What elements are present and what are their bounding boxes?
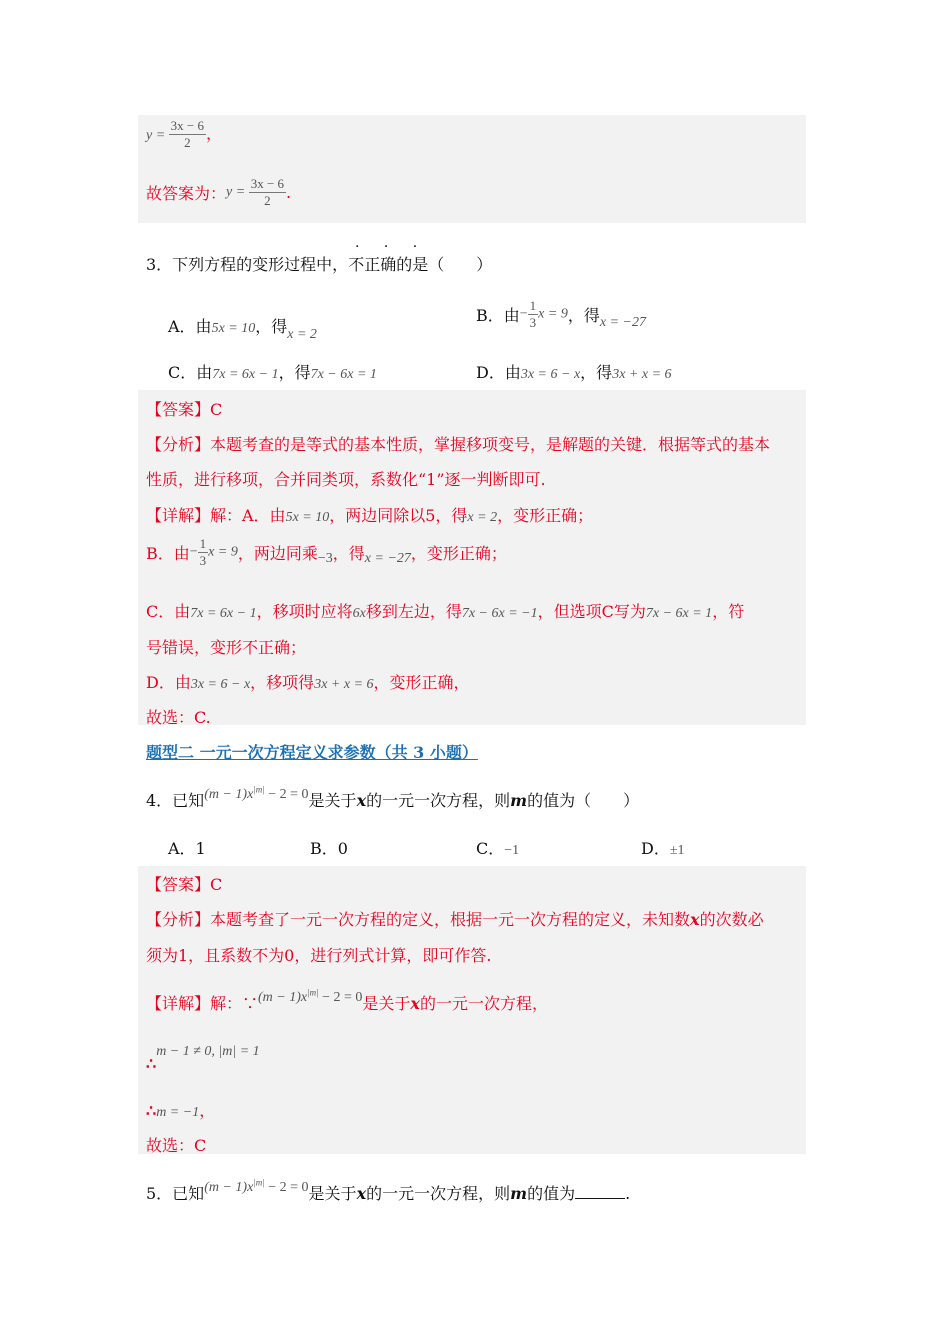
- q3-detail-a: 【详解】解：A．由5x = 10，两边同除以5，得x = 2，变形正确；: [146, 506, 594, 525]
- fraction: $\frac{3x - 6}{2}$: [170, 118, 205, 150]
- solution-line-1: y = $\frac{3x - 6}{2}$ ，: [146, 118, 223, 150]
- emphasis-text: 不正确: [348, 255, 397, 274]
- fraction: $\frac{1}{3}$: [529, 298, 537, 330]
- question-3-stem: 3．下列方程的变形过程中，不正确的是（ ）: [146, 255, 493, 274]
- q3-detail-c: C．由7x = 6x − 1，移项时应将6x移到左边，得7x − 6x = −1，但选项C写为7x − 6x = 1，符: [146, 602, 745, 621]
- q3-answer: 【答案】C: [146, 400, 223, 419]
- q3-conclusion: 故选：C.: [146, 708, 211, 727]
- q3-analysis-line-1: 【分析】本题考查的是等式的基本性质，掌握移项变号，是解题的关键．根据等式的基本: [146, 435, 771, 454]
- equation: $(m - 1)x^{|m|} - 2 = 0$: [204, 784, 309, 802]
- section-heading: 题型二 一元一次方程定义求参数（共 3 小题）: [146, 743, 478, 762]
- q4-therefore-2: ∴m = −1，: [146, 1101, 216, 1120]
- q3-detail-b: B．由− $\frac{1}{3}$ x = 9，两边同乘−3，得x = −27，变形正确；: [146, 536, 507, 568]
- q4-detail: 【详解】解：∵(m − $1)x^{|m|} - 2 = 0$是关于x的一元一次方程，: [146, 987, 548, 1013]
- emphasis-dots: · · ·: [355, 239, 428, 255]
- equation: $(m - 1)x^{|m|} - 2 = 0$: [258, 987, 363, 1005]
- answer-blank[interactable]: [575, 1184, 625, 1199]
- q4-answer: 【答案】C: [146, 875, 223, 894]
- q3-option-c: C．由7x = 6x − 1，得7x − 6x = 1: [168, 363, 377, 382]
- equation: $(m - 1)x^{|m|} - 2 = 0$: [204, 1177, 309, 1195]
- q4-analysis-line-2: 须为1，且系数不为0，进行列式计算，即可作答.: [146, 946, 492, 965]
- q4-therefore-1: ∴m − 1 ≠ 0, |m| = 1: [146, 1044, 260, 1073]
- q4-analysis-line-1: 【分析】本题考查了一元一次方程的定义，根据一元一次方程的定义，未知数x的次数必: [146, 910, 764, 929]
- question-4-stem: 4．已知$(m - 1)x^{|m|} - 2 = 0$是关于x的一元一次方程，则m的值为（ ）: [146, 784, 640, 810]
- q3-detail-c-line-2: 号错误，变形不正确；: [146, 638, 307, 657]
- q3-option-b: B．由− $\frac{1}{3}$ x = 9，得x = −27: [476, 298, 646, 330]
- fraction: $\frac{3x - 6}{2}$: [250, 176, 285, 208]
- q4-option-b: B．0: [310, 839, 348, 858]
- q4-option-c: C．−1: [476, 839, 520, 858]
- q4-option-a: A．1: [168, 839, 206, 858]
- fraction: $\frac{1}{3}$: [199, 536, 207, 568]
- q3-option-a: A．由5x = 10，得x = 2: [168, 317, 317, 342]
- solution-line-2: 故答案为：y = $\frac{3x - 6}{2}$ .: [146, 176, 292, 208]
- q4-conclusion: 故选：C: [146, 1136, 207, 1155]
- question-5-stem: 5．已知$(m - 1)x^{|m|} - 2 = 0$是关于x的一元一次方程，则m的值为 .: [146, 1177, 631, 1203]
- q3-analysis-line-2: 性质，进行移项，合并同类项，系数化“1”逐一判断即可.: [146, 470, 546, 489]
- q3-option-d: D．由3x = 6 − x，得3x + x = 6: [476, 363, 672, 382]
- q4-option-d: D．±1: [641, 839, 685, 858]
- q3-detail-d: D．由3x = 6 − x，移项得3x + x = 6，变形正确，: [146, 673, 470, 692]
